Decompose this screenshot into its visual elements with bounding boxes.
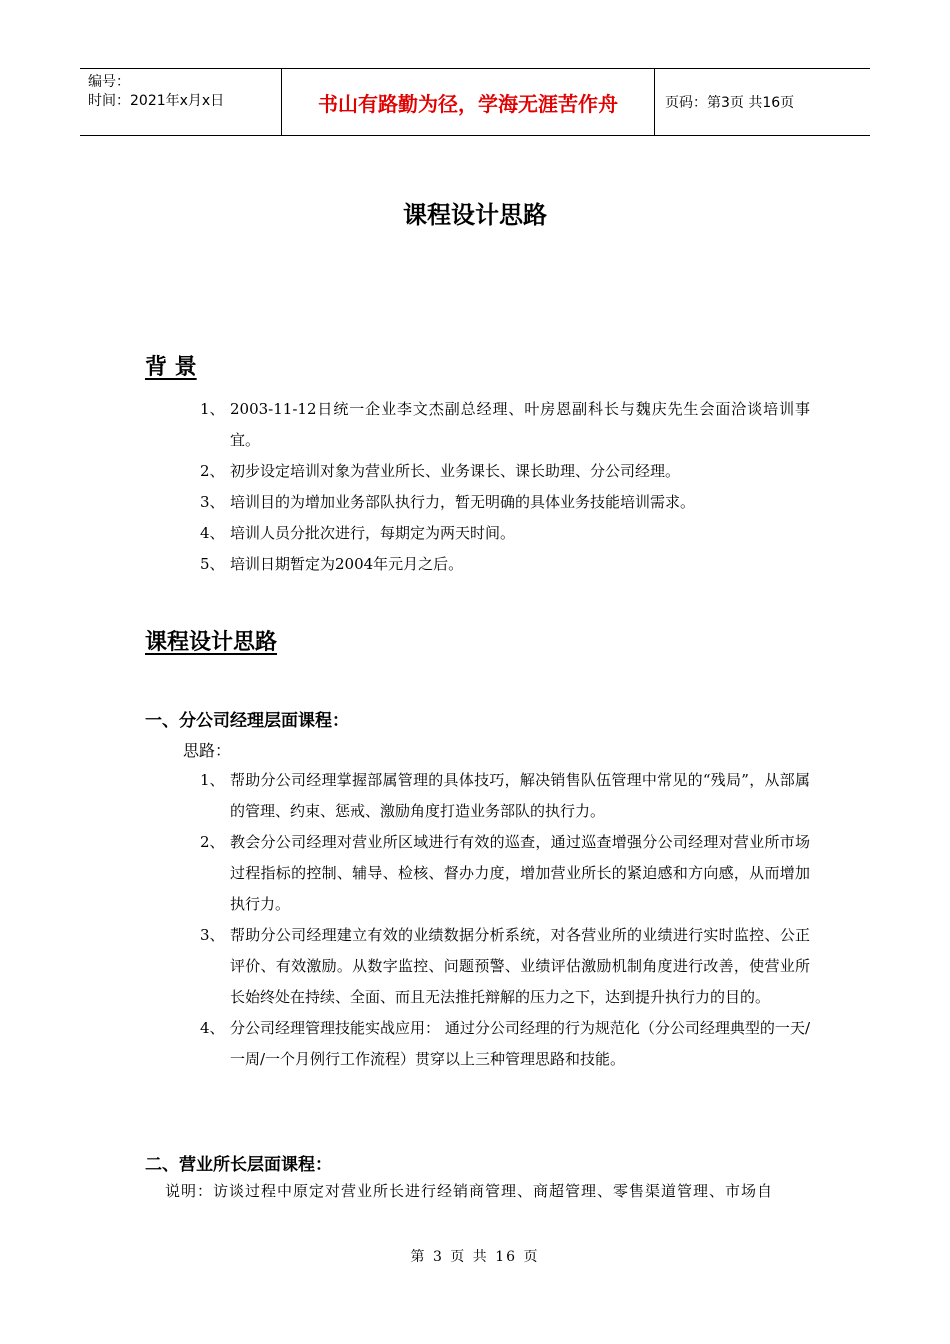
list-item (200, 827, 810, 920)
section2-heading: 二、营业所长层面课程： (145, 1155, 332, 1175)
list-item-number: 3、 (200, 493, 225, 511)
list-item (200, 765, 810, 827)
page-title: 课程设计思路 (403, 201, 547, 229)
list-item-number: 2、 (200, 462, 225, 480)
background-heading: 背 景 (145, 355, 197, 380)
background-list (200, 394, 810, 580)
list-item-number: 4、 (200, 524, 225, 542)
list-item-text: 分公司经理管理技能实战应用： 通过分公司经理的行为规范化（分公司经理典型的一天/一周/一个月例行工作流程）贯穿以上三种管理思路和技能。 (230, 1019, 810, 1068)
list-item-text: 初步设定培训对象为营业所长、业务课长、课长助理、分公司经理。 (230, 462, 681, 480)
header-motto-cell (282, 69, 655, 135)
time-label: 时间：2021年x月x日 (88, 93, 225, 109)
list-item-text: 教会分公司经理对营业所区域进行有效的巡查，通过巡查增强分公司经理对营业所市场过程指标的控制、辅导、检核、督办力度，增加营业所长的紧迫感和方向感，从而增加执行力。 (230, 833, 810, 913)
section1-label: 思路： (183, 741, 232, 760)
header-page-info: 页码：第3页 共16页 (665, 95, 795, 111)
list-item (200, 1013, 810, 1075)
number-label: 编号： (88, 74, 130, 90)
header-meta (80, 69, 282, 135)
list-item-number: 4、 (200, 1019, 225, 1037)
list-item (200, 920, 810, 1013)
list-item-number: 2、 (200, 833, 225, 851)
list-item-number: 1、 (200, 771, 225, 789)
section2-note: 说明：访谈过程中原定对营业所长进行经销商管理、商超管理、零售渠道管理、市场自 (165, 1182, 774, 1200)
list-item (200, 549, 810, 580)
list-item-number: 5、 (200, 555, 225, 573)
list-item-text: 培训人员分批次进行，每期定为两天时间。 (230, 524, 516, 542)
list-item-text: 培训日期暂定为2004年元月之后。 (230, 555, 464, 573)
list-item (200, 394, 810, 456)
header-motto: 书山有路勤为径，学海无涯苦作舟 (318, 91, 618, 116)
list-item (200, 518, 810, 549)
list-item-text: 培训目的为增加业务部队执行力，暂无明确的具体业务技能培训需求。 (230, 493, 696, 511)
list-item (200, 487, 810, 518)
list-item-number: 3、 (200, 926, 225, 944)
list-item (200, 456, 810, 487)
section1-heading: 一、分公司经理层面课程： (145, 711, 349, 731)
list-item-text: 帮助分公司经理掌握部属管理的具体技巧，解决销售队伍管理中常见的“残局”，从部属的管理、约束、惩戒、激励角度打造业务部队的执行力。 (230, 771, 810, 820)
list-item-text: 帮助分公司经理建立有效的业绩数据分析系统，对各营业所的业绩进行实时监控、公正评价、有效激励。从数字监控、问题预警、业绩评估激励机制角度进行改善，使营业所长始终处在持续、全面、而且无法推托辩解的压力之下，达到提升执行力的目的。 (230, 926, 810, 1006)
list-item-text: 2003-11-12日统一企业李文杰副总经理、叶房恩副科长与魏庆先生会面洽谈培训事宜。 (230, 400, 810, 449)
page-footer: 第 3 页 共 16 页 (410, 1249, 540, 1265)
section1-list (200, 765, 810, 1075)
list-item-number: 1、 (200, 400, 225, 418)
design-heading: 课程设计思路 (145, 630, 278, 655)
page-header (80, 68, 870, 136)
